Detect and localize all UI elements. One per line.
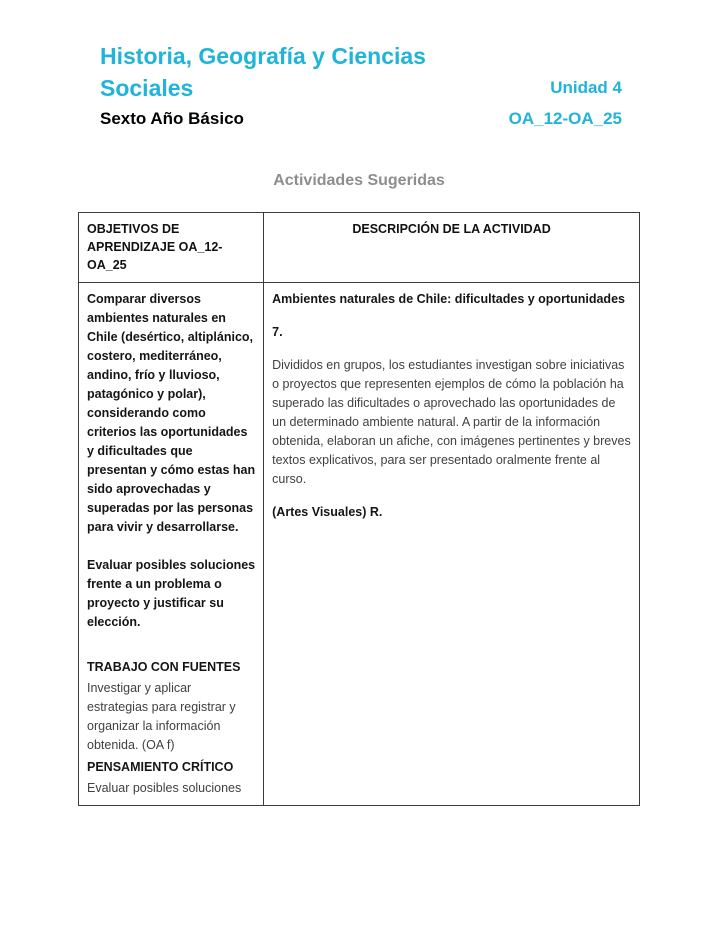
page-subtitle: Sexto Año Básico: [100, 109, 244, 128]
sources-heading: TRABAJO CON FUENTES: [87, 660, 241, 674]
activity-cell: [264, 283, 640, 806]
document-header: [100, 40, 622, 130]
activity-note: (Artes Visuales) R.: [272, 505, 383, 519]
objectives-column-header: OBJETIVOS DE APRENDIZAJE OA_12-OA_25: [79, 213, 264, 283]
page-title: Historia, Geografía y Ciencias Sociales: [100, 43, 426, 101]
table-body-row: [79, 283, 640, 806]
table-header-row: [79, 213, 640, 283]
header-unit-block: [509, 72, 622, 130]
unit-label: Unidad 4: [550, 78, 622, 97]
critical-thinking-heading: PENSAMIENTO CRÍTICO: [87, 760, 234, 774]
activity-description: Divididos en grupos, los estudiantes investigan sobre iniciativas o proyectos que representen ejemplos de cómo la población ha superado las dificultades o aprovechado las oportunidades de un determinado ambiente natural. A partir de la información obtenida, elaboran un afiche, con imágenes pertinentes y breves textos explicativos, para ser presentado oralmente frente al curso.: [272, 358, 631, 486]
activity-title: Ambientes naturales de Chile: dificultades y oportunidades: [272, 292, 625, 306]
section-title: Actividades Sugeridas: [273, 172, 445, 189]
oa-paragraph-2: Evaluar posibles soluciones frente a un problema o proyecto y justificar su elección.: [87, 558, 256, 629]
activity-number: 7.: [272, 325, 283, 339]
header-title-block: [100, 40, 490, 130]
oa-range-label: OA_12-OA_25: [508, 109, 622, 128]
activities-table: [78, 212, 640, 806]
oa-paragraph-1: Comparar diversos ambientes naturales en Chile (desértico, altiplánico, costero, mediterráneo, andino, frío y lluvioso, patagónico y polar), considerando como criterios las oportunidades y dificultades que presentan y cómo estas han sido aprovechadas y superadas por las personas para vivir y desarrollarse.: [87, 292, 256, 534]
description-column-header: DESCRIPCIÓN DE LA ACTIVIDAD: [264, 213, 640, 283]
critical-thinking-text: Evaluar posibles soluciones: [87, 781, 242, 795]
sources-text: Investigar y aplicar estrategias para registrar y organizar la información obtenida. (OA f): [87, 681, 236, 752]
objectives-cell: [79, 283, 264, 806]
